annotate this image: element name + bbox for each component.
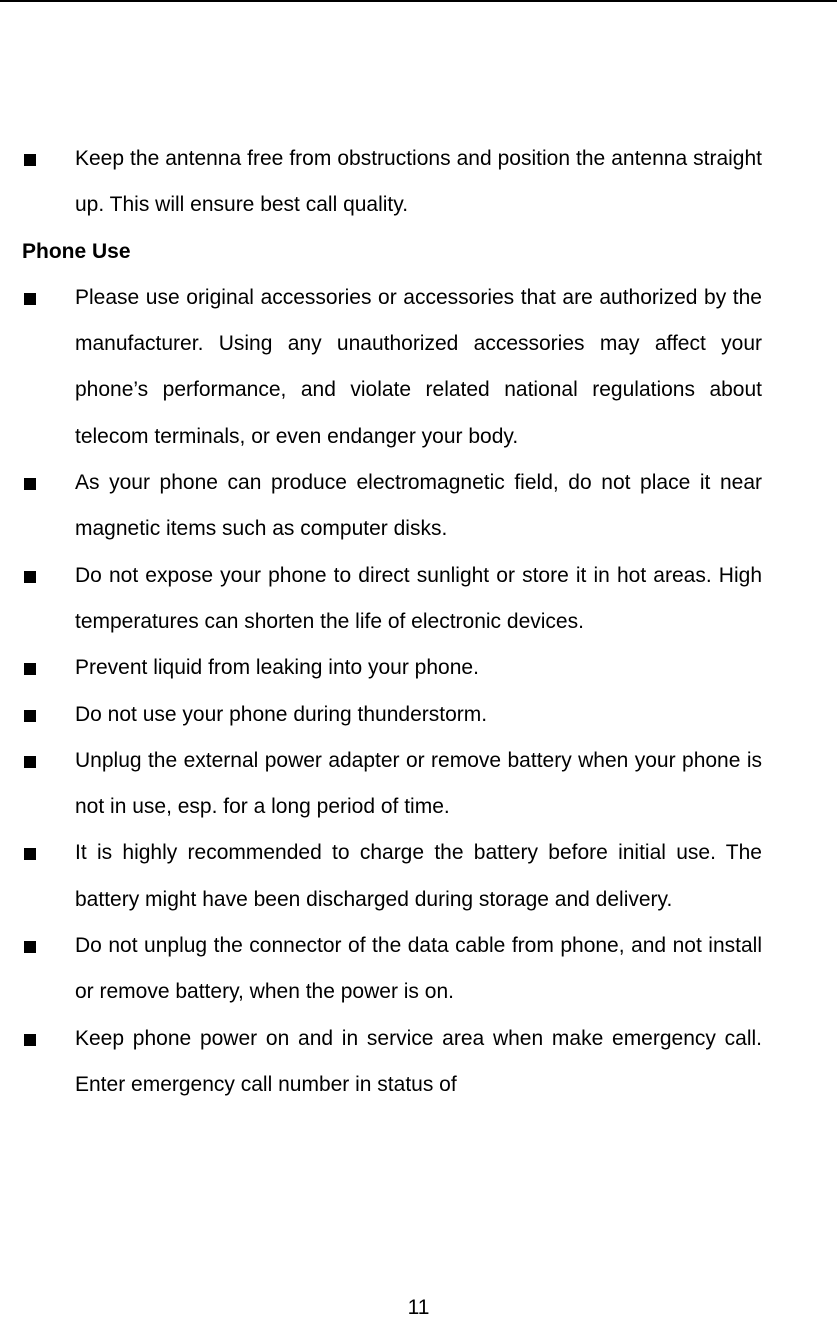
square-bullet-icon (24, 663, 36, 675)
list-item-text: Unplug the external power adapter or remove battery when your phone is not in use, esp. for a long period of time. (75, 748, 762, 819)
list-item-text: Keep the antenna free from obstructions and position the antenna straight up. This will ensure best call quality. (75, 147, 762, 217)
list-item (22, 1016, 762, 1109)
list-item (22, 830, 762, 923)
square-bullet-icon (24, 710, 36, 722)
square-bullet-icon (24, 571, 36, 583)
list-item-text: Do not use your phone during thunderstorm. (75, 702, 488, 726)
list-item-text: As your phone can produce electromagnetic field, do not place it near magnetic items such as computer disks. (75, 471, 762, 541)
top-rule (0, 0, 837, 2)
list-item-text: It is highly recommended to charge the battery before initial use. The battery might have been discharged during storage and delivery. (75, 841, 762, 911)
list-item (22, 553, 762, 646)
list-item (22, 923, 762, 1016)
square-bullet-icon (24, 1034, 36, 1046)
list-item (22, 460, 762, 553)
list-item-text: Do not unplug the connector of the data cable from phone, and not install or remove battery, when the power is on. (75, 934, 762, 1004)
list-item-text: Please use original accessories or accessories that are authorized by the manufacturer. Using any unauthorized accessories may affect your phone’s performance, and violate related national regulations about telecom terminals, or even endanger your body. (75, 285, 762, 448)
list-item (22, 645, 762, 691)
list-item (22, 692, 762, 738)
document-body (22, 136, 762, 1108)
square-bullet-icon (24, 154, 36, 166)
square-bullet-icon (24, 848, 36, 860)
list-item-text: Do not expose your phone to direct sunlight or store it in hot areas. High temperatures can shorten the life of electronic devices. (75, 563, 762, 633)
list-item (22, 738, 762, 831)
section-heading: Phone Use (22, 239, 131, 263)
page-number: 11 (407, 1296, 430, 1319)
list-item-text: Keep phone power on and in service area when make emergency call. Enter emergency call number in status of (75, 1026, 762, 1096)
list-item (22, 275, 762, 460)
list-item (22, 136, 762, 229)
square-bullet-icon (24, 756, 36, 768)
square-bullet-icon (24, 478, 36, 490)
list-item-text: Prevent liquid from leaking into your phone. (75, 656, 479, 680)
square-bullet-icon (24, 941, 36, 953)
square-bullet-icon (24, 293, 36, 305)
